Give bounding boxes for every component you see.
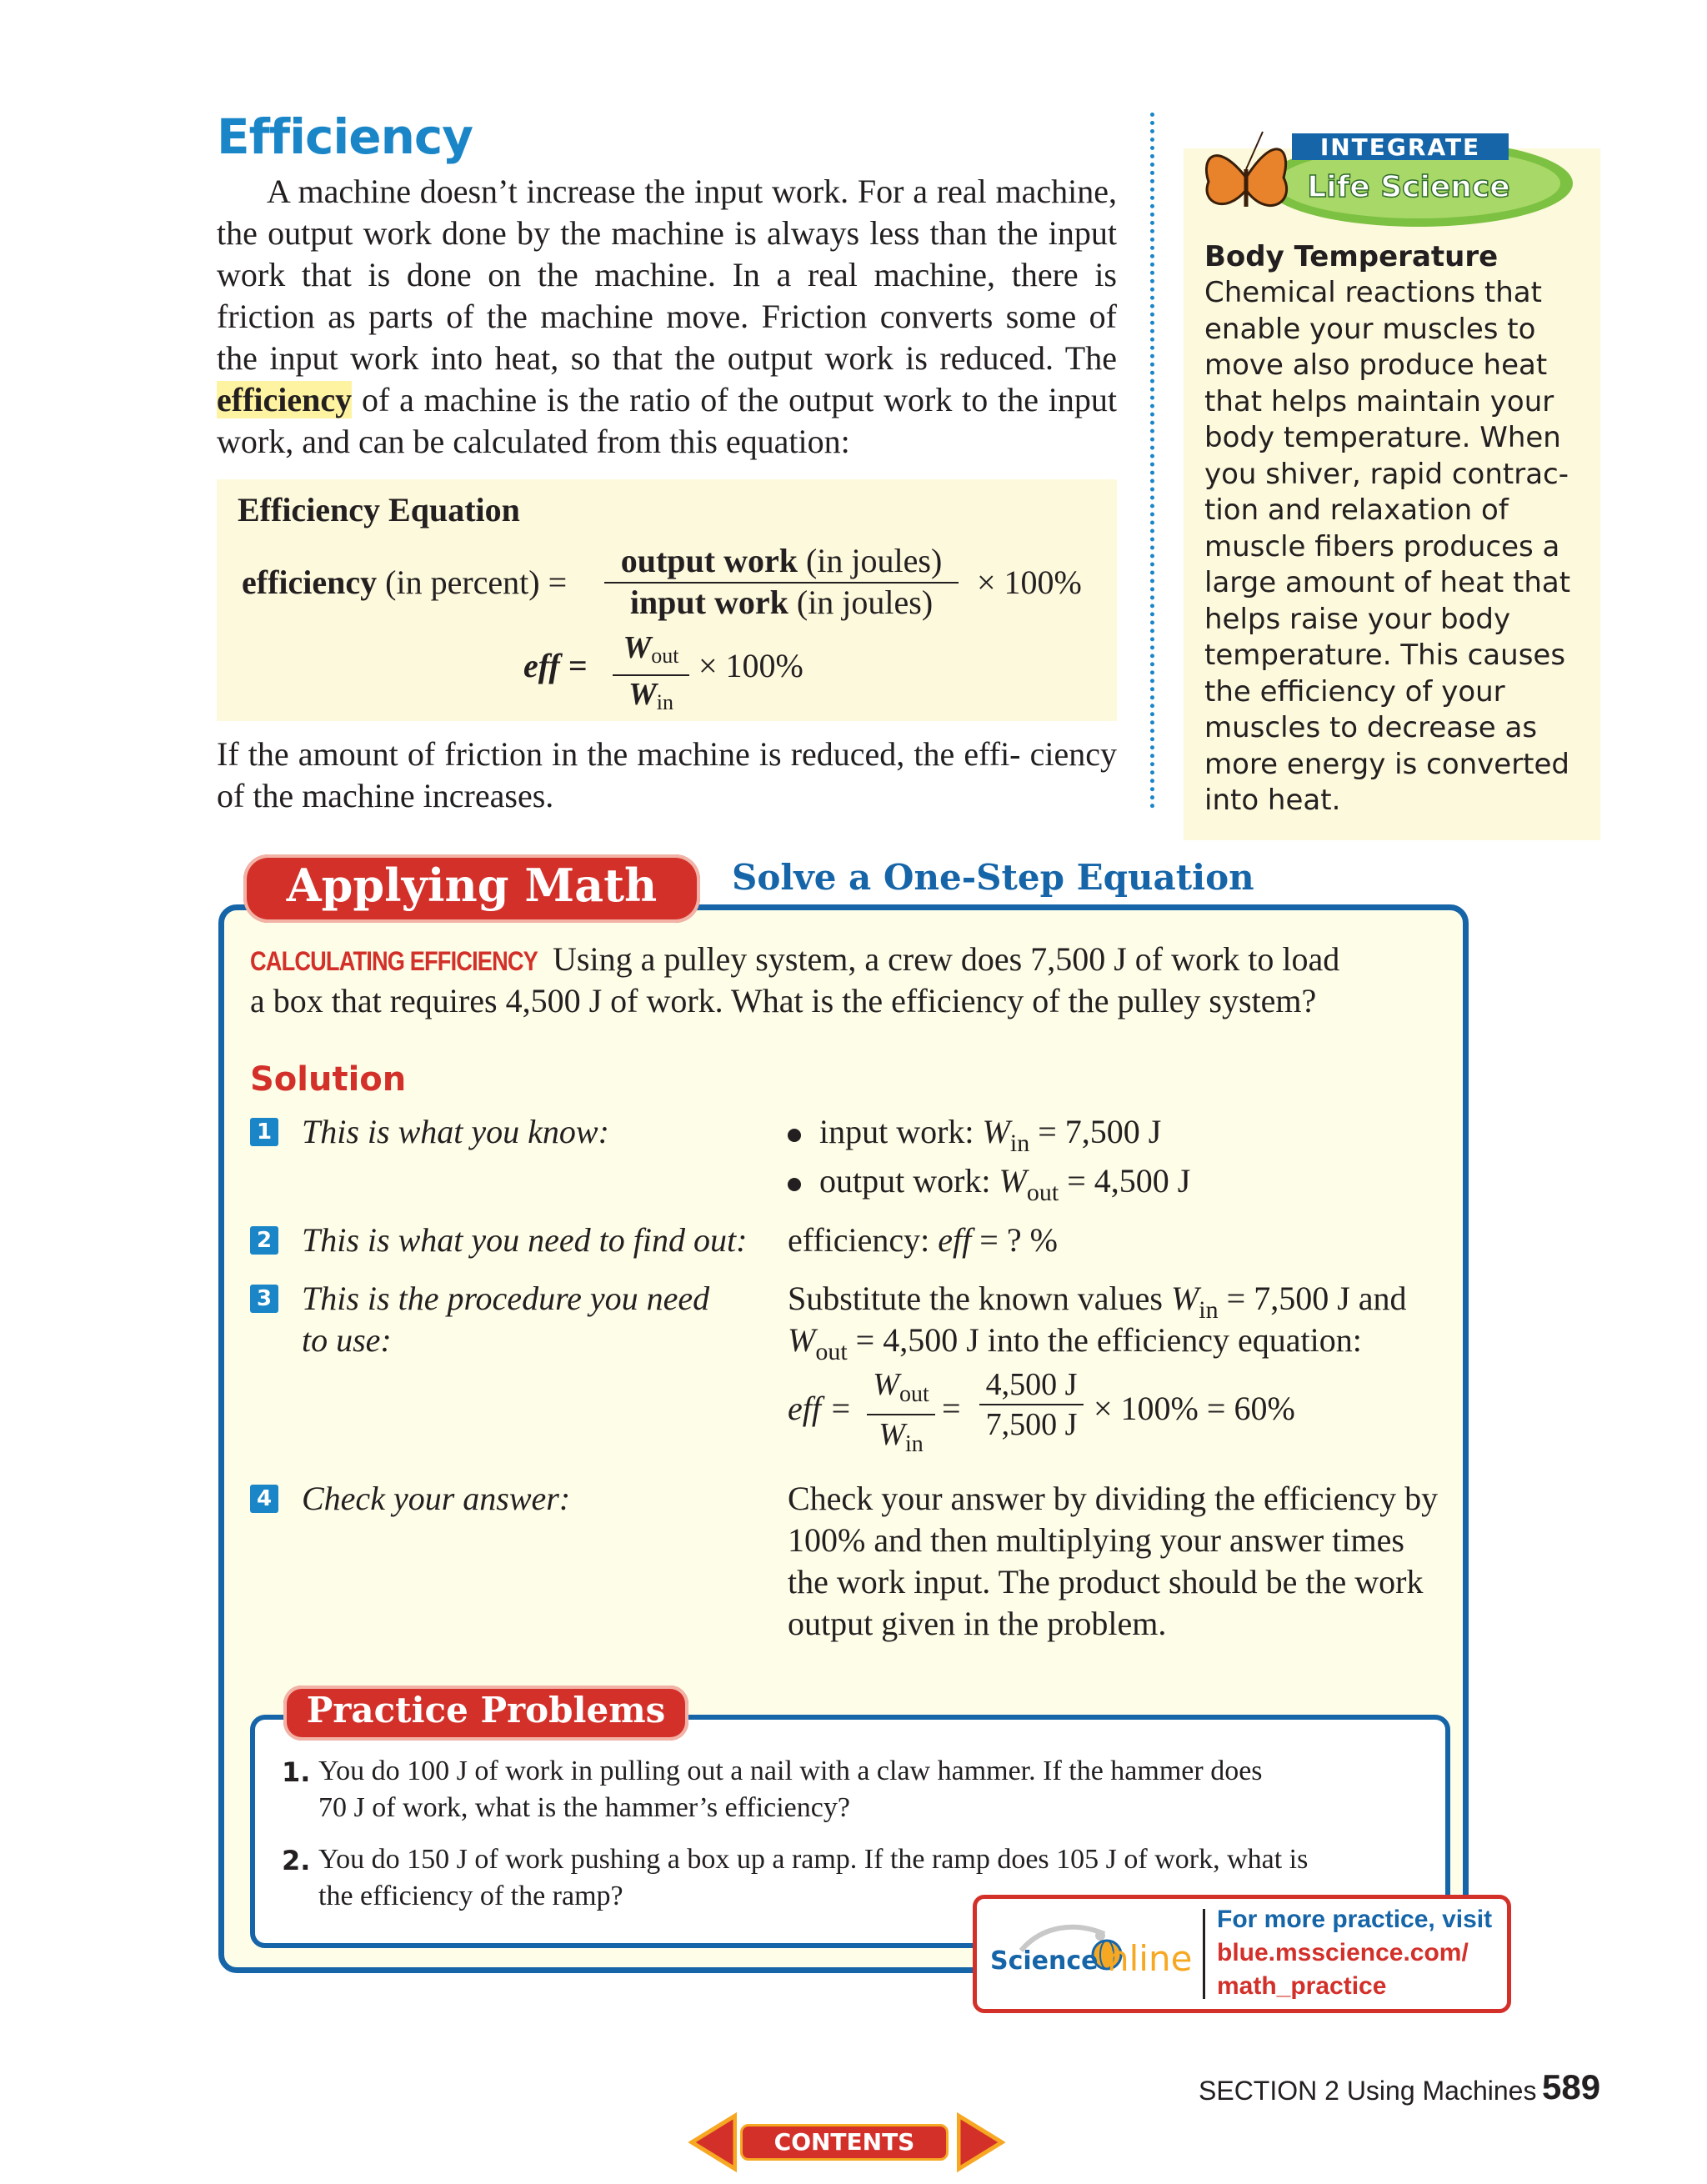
- science-logo-text: Science: [990, 1946, 1099, 1976]
- step-badge: 1: [250, 1118, 278, 1146]
- num-rest: (in joules): [797, 542, 943, 579]
- solution-eff-lhs: [788, 1388, 852, 1430]
- banner-bottom-text: Life Science: [1307, 170, 1510, 204]
- sidebar-title: Body Temperature: [1204, 240, 1499, 273]
- step-3-label-line2: to use:: [302, 1321, 392, 1359]
- den-rest: (in joules): [788, 584, 934, 621]
- bullet-icon: [788, 1129, 801, 1142]
- step-4-label: Check your answer:: [302, 1480, 571, 1517]
- para1-text: A machine doesn’t increase the input work. For a real machine, the output work done by the machine is always less than the input work that is done on the machine. In a real machine, there is friction as parts of the machine move. Friction converts some of the input work into heat, so that the output work is reduced. The: [217, 173, 1117, 377]
- input-value: = 7,500 J: [1029, 1113, 1162, 1150]
- step-1-label: This is what you know:: [302, 1113, 609, 1150]
- eff-symbol: eff: [938, 1221, 972, 1259]
- w-symbol: W: [873, 1367, 899, 1402]
- value-numerator: 4,500 J: [979, 1365, 1084, 1405]
- in-subscript: in: [904, 1431, 924, 1457]
- equation-words-lhs: [242, 563, 567, 602]
- procedure-text: Substitute the known values: [788, 1280, 1171, 1317]
- step-3-label-line1: This is the procedure you need: [302, 1280, 710, 1317]
- practice-url-line2[interactable]: math_practice: [1217, 1972, 1387, 2000]
- equation-symbol-rhs: × 100%: [698, 647, 803, 684]
- applying-math-title: Applying Math: [286, 859, 658, 912]
- problem-number: 2.: [282, 1845, 311, 1876]
- practice-problem-2-line1: You do 150 J of work pushing a box up a ramp. If the ramp does 105 J of work, what is: [318, 1844, 1309, 1875]
- find-efficiency: [788, 1220, 1058, 1261]
- solution-symbol-fraction: [867, 1365, 935, 1464]
- lhs-rest: (in percent) =: [377, 564, 568, 601]
- check-answer-text: Check your answer by dividing the efficiency by 100% and then multiplying your answer times the work input. The product should be the work output given in the problem.: [788, 1480, 1439, 1642]
- output-label: output work:: [819, 1162, 999, 1200]
- equation-symbol-fraction: [613, 629, 689, 721]
- intro-paragraph: [217, 171, 1117, 463]
- w-symbol: W: [628, 677, 657, 712]
- solution-equals: =: [942, 1390, 961, 1427]
- para1-text-end: of a machine is the ratio of the output work to the input work, and can be calculated from this equation:: [217, 381, 1117, 460]
- value-denominator: 7,500 J: [985, 1407, 1078, 1442]
- symbol-numerator: [867, 1365, 935, 1415]
- practice-url-line1[interactable]: blue.msscience.com/: [1217, 1939, 1469, 1966]
- w-symbol: W: [788, 1321, 816, 1359]
- w-symbol: W: [999, 1162, 1027, 1200]
- w-symbol: W: [879, 1417, 905, 1452]
- symbol-numerator: [613, 629, 689, 676]
- out-subscript: out: [651, 644, 679, 668]
- problem-line-2: a box that requires 4,500 J of work. What is the efficiency of the pulley system?: [250, 982, 1317, 1019]
- problem-label: CALCULATING EFFICIENCY: [250, 946, 538, 976]
- out-subscript: out: [815, 1338, 848, 1365]
- practice-problems-title: Practice Problems: [306, 1690, 666, 1731]
- practice-problem-1-line1: You do 100 J of work in pulling out a nail with a claw hammer. If the hammer does: [318, 1756, 1263, 1786]
- equation-title: Efficiency Equation: [238, 491, 520, 528]
- fraction-denominator: [604, 584, 959, 622]
- friction-paragraph: If the amount of friction in the machine is reduced, the effi- ciency of the machine increases.: [217, 735, 1117, 814]
- previous-page-arrow-icon[interactable]: [688, 2112, 737, 2172]
- symbol-denominator: [867, 1415, 935, 1464]
- applying-math-subtitle: Solve a One-Step Equation: [732, 857, 1254, 898]
- den-bold: input work: [629, 584, 788, 621]
- out-subscript: out: [1026, 1179, 1059, 1206]
- in-subscript: in: [1199, 1296, 1219, 1324]
- lhs-bold: efficiency: [242, 564, 378, 601]
- procedure-text-end: = 7,500 J and: [1218, 1280, 1407, 1317]
- problem-line-1: Using a pulley system, a crew does 7,500 J of work to load: [553, 940, 1340, 978]
- banner-top-text: INTEGRATE: [1319, 133, 1481, 161]
- procedure-text-end: = 4,500 J into the efficiency equation:: [847, 1321, 1362, 1359]
- output-value: = 4,500 J: [1059, 1162, 1191, 1200]
- out-subscript: out: [899, 1381, 929, 1407]
- step-2-label: This is what you need to find out:: [302, 1221, 748, 1259]
- solution-result: × 100% = 60%: [1094, 1390, 1295, 1427]
- online-logo-text: nline: [1107, 1938, 1193, 1979]
- integrate-life-science-banner: [1200, 123, 1575, 232]
- problem-number: 1.: [282, 1756, 311, 1788]
- find-prefix: efficiency:: [788, 1221, 939, 1259]
- w-symbol: W: [982, 1113, 1010, 1150]
- section-footer: SECTION 2 Using Machines: [1199, 2076, 1537, 2106]
- practice-visit-line: For more practice, visit: [1217, 1906, 1493, 1933]
- in-subscript: in: [656, 690, 674, 714]
- key-term-efficiency[interactable]: efficiency: [217, 381, 353, 418]
- fraction-numerator: [604, 542, 959, 584]
- w-symbol: W: [623, 630, 652, 665]
- solution-value-fraction: [979, 1365, 1084, 1444]
- next-page-arrow-icon[interactable]: [957, 2112, 1005, 2172]
- sidebar-divider: [1150, 113, 1154, 809]
- in-subscript: in: [1009, 1130, 1030, 1157]
- practice-problem-2-line2: the efficiency of the ramp?: [318, 1881, 623, 1911]
- equation-words-fraction: [604, 542, 959, 622]
- step-badge: 2: [250, 1226, 278, 1255]
- symbol-denominator: [613, 676, 689, 721]
- sidebar-body: Chemical reactions that enable your muscles to move also produce heat that helps maintain your body temperature. When you shiver, rapid contrac- tion and relaxation of muscle fibers produces a large amount of heat that helps raise your body temperature. This causes the efficiency of your muscles to decrease as more energy is converted into heat.: [1204, 276, 1571, 817]
- input-label: input work:: [819, 1113, 983, 1150]
- contents-button[interactable]: CONTENTS: [740, 2124, 949, 2161]
- practice-problem-1-line2: 70 J of work, what is the hammer’s efficiency?: [318, 1792, 850, 1823]
- known-input-work: [788, 1111, 1161, 1165]
- solution-heading: Solution: [250, 1060, 407, 1099]
- num-bold: output work: [620, 542, 798, 579]
- equation-symbol-lhs: eff =: [523, 647, 588, 684]
- page-number: 589: [1542, 2067, 1601, 2106]
- section-heading: Efficiency: [217, 108, 473, 165]
- w-symbol: W: [1170, 1280, 1199, 1317]
- step-badge: 3: [250, 1285, 278, 1313]
- butterfly-icon: [1206, 132, 1286, 207]
- science-online-text: [1217, 1903, 1492, 2003]
- equation-words-rhs: × 100%: [977, 564, 1082, 601]
- step-badge: 4: [250, 1485, 278, 1513]
- known-output-work: [788, 1160, 1190, 1214]
- eff-symbol: eff =: [788, 1390, 852, 1427]
- science-online-divider: [1203, 1909, 1205, 1999]
- bullet-icon: [788, 1178, 801, 1191]
- find-suffix: = ? %: [971, 1221, 1058, 1259]
